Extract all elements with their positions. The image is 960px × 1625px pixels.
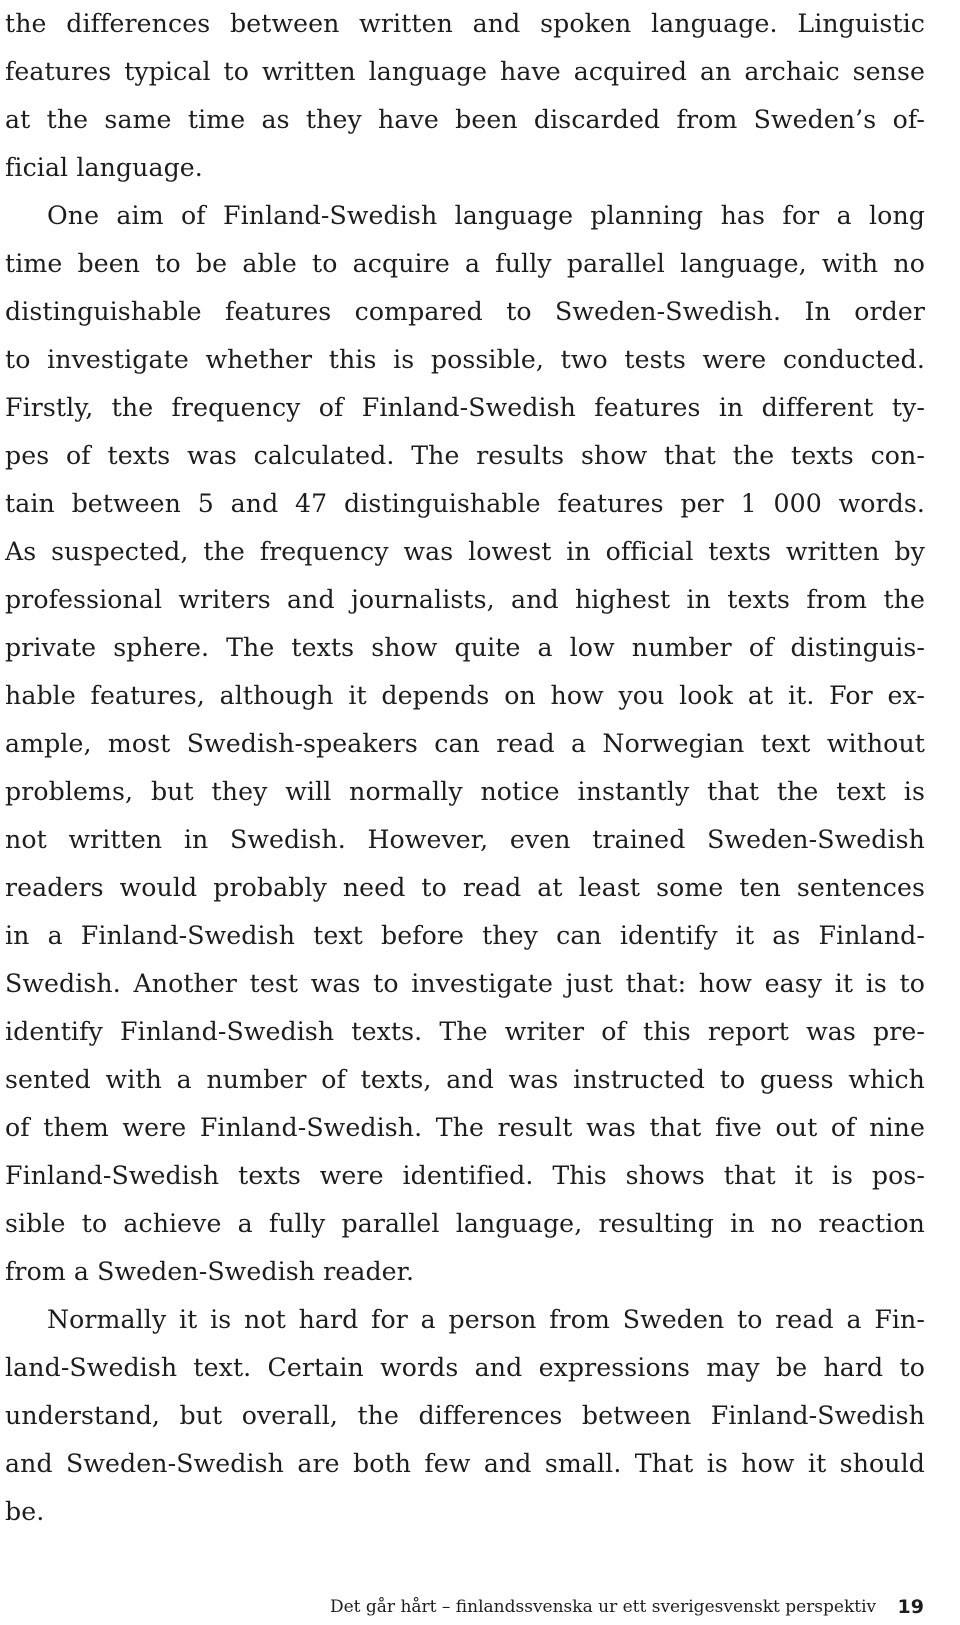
text-line: features typical to written language have acquired an archaic sense bbox=[5, 57, 925, 86]
text-line: ficial language. bbox=[5, 153, 203, 182]
text-line: from a Sweden-Swedish reader. bbox=[5, 1257, 415, 1286]
text-line: tain between 5 and 47 distinguishable features per 1 000 words. bbox=[5, 489, 925, 518]
text-line: Finland-Swedish texts were identified. This shows that it is pos- bbox=[5, 1161, 925, 1190]
paragraph bbox=[5, 1296, 925, 1536]
text-line: land-Swedish text. Certain words and expressions may be hard to bbox=[5, 1353, 925, 1382]
text-line: be. bbox=[5, 1497, 45, 1526]
text-line: of them were Finland-Swedish. The result was that five out of nine bbox=[5, 1113, 925, 1142]
text-line: sented with a number of texts, and was instructed to guess which bbox=[5, 1065, 925, 1094]
text-line: understand, but overall, the differences between Finland-Swedish bbox=[5, 1401, 925, 1430]
text-line: As suspected, the frequency was lowest in official texts written by bbox=[5, 537, 925, 566]
text-line: not written in Swedish. However, even trained Sweden-Swedish bbox=[5, 825, 925, 854]
paragraph bbox=[5, 0, 925, 192]
text-line: pes of texts was calculated. The results show that the texts con- bbox=[5, 441, 925, 470]
text-line: at the same time as they have been discarded from Sweden’s of- bbox=[5, 105, 925, 134]
text-line: identify Finland-Swedish texts. The writer of this report was pre- bbox=[5, 1017, 925, 1046]
text-line: One aim of Finland-Swedish language planning has for a long bbox=[47, 201, 925, 230]
text-line: readers would probably need to read at least some ten sentences bbox=[5, 873, 925, 902]
text-line: and Sweden-Swedish are both few and small. That is how it should bbox=[5, 1449, 925, 1478]
text-line: hable features, although it depends on how you look at it. For ex- bbox=[5, 681, 925, 710]
text-line: ample, most Swedish-speakers can read a Norwegian text without bbox=[5, 729, 925, 758]
body-text bbox=[5, 0, 925, 1536]
text-line: the differences between written and spoken language. Linguistic bbox=[5, 9, 925, 38]
text-line: distinguishable features compared to Sweden-Swedish. In order bbox=[5, 297, 925, 326]
text-line: private sphere. The texts show quite a low number of distinguis- bbox=[5, 633, 925, 662]
text-line: problems, but they will normally notice instantly that the text is bbox=[5, 777, 925, 806]
paragraph bbox=[5, 192, 925, 1296]
text-line: time been to be able to acquire a fully parallel language, with no bbox=[5, 249, 925, 278]
text-line: Normally it is not hard for a person from Sweden to read a Fin- bbox=[47, 1305, 925, 1334]
text-line: sible to achieve a fully parallel language, resulting in no reaction bbox=[5, 1209, 925, 1238]
text-line: Firstly, the frequency of Finland-Swedish features in different ty- bbox=[5, 393, 925, 422]
text-line: to investigate whether this is possible, two tests were conducted. bbox=[5, 345, 925, 374]
text-line: in a Finland-Swedish text before they can identify it as Finland- bbox=[5, 921, 925, 950]
page-footer bbox=[0, 1592, 924, 1620]
text-line: professional writers and journalists, and highest in texts from the bbox=[5, 585, 925, 614]
text-line: Swedish. Another test was to investigate just that: how easy it is to bbox=[5, 969, 925, 998]
page-number: 19 bbox=[897, 1595, 924, 1618]
running-title: Det går hårt – finlandssvenska ur ett sverigesvenskt perspektiv bbox=[329, 1596, 877, 1617]
